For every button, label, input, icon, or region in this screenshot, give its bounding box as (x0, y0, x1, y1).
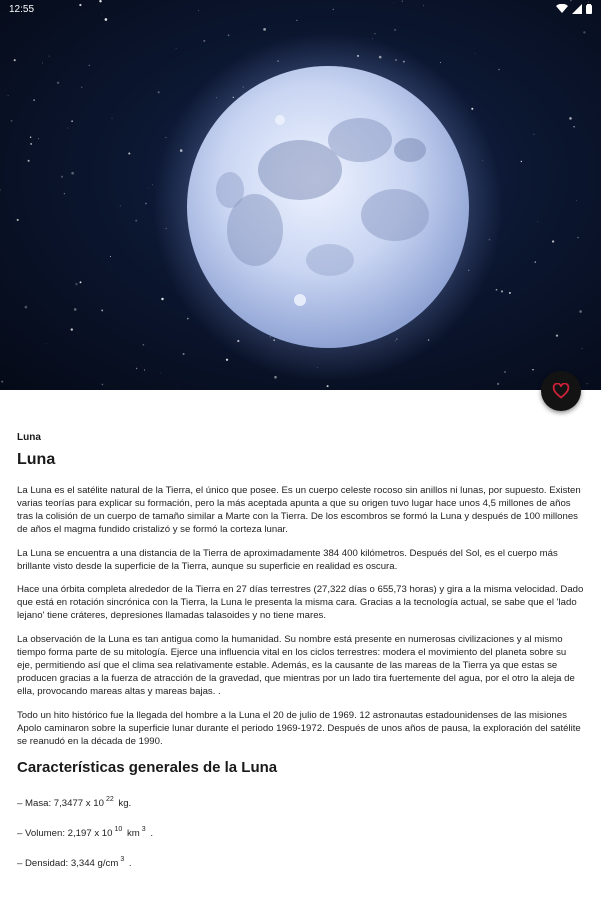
article-paragraph: La Luna es el satélite natural de la Tierra, el único que posee. Es un cuerpo celeste rocoso sin anillos ni lunas, por supuesto. Existen varias teorías para explicar su formación, pero la más aceptada apunta a que su origen tuvo lugar hace unos 4,5 millones de años tras la colisión de un cuerpo de tamaño similar a Marte con la Tierra. De los escombros se formó la Luna y después de 100 millones de años el magma fundido cristalizó y se formó la corteza lunar. (17, 485, 581, 535)
status-time: 12:55 (9, 3, 35, 15)
favorite-button[interactable] (541, 371, 581, 411)
moon-image (0, 0, 601, 390)
hero-image (0, 0, 601, 390)
signal-icon (572, 4, 582, 14)
article-paragraph: Hace una órbita completa alrededor de la Tierra en 27 días terrestres (27,322 días o 655,73 horas) y gira a la misma velocidad. Dado que está en rotación sincrónica con la Tierra, la Luna le presenta la misma cara. Gracias a la tecnología actual, se sabe que el 'lado lejano' tiene cráteres, depresiones llamadas talasoides y no tiene mares. (17, 584, 584, 622)
article (17, 432, 584, 884)
wifi-icon (556, 4, 568, 14)
toolbar-title: Luna (17, 432, 41, 443)
page-title: Luna (17, 451, 56, 468)
article-paragraph: Todo un hito histórico fue la llegada del hombre a la Luna el 20 de julio de 1969. 12 astronautas estadounidenses de las misiones Apolo caminaron sobre la superficie lunar durante el periodo 1969-1972. Después de unos años de pausa, la exploración del satélite se reanudó en la década de 1990. (17, 709, 581, 747)
spec-mass: – Masa: 7,3477 x 10 $^{22}$ kg. (17, 796, 132, 810)
article-paragraph: La Luna se encuentra a una distancia de la Tierra de aproximadamente 384 400 kilómetros. Después del Sol, es el cuerpo más brillante visto desde la superficie de la Tierra, aunque su superficie en realidad es oscura. (17, 547, 558, 572)
spec-volume: – Volumen: 2,197 x 10 $^{10}$ km $^3$ . (17, 826, 153, 840)
article-paragraph: La observación de la Luna es tan antigua como la humanidad. Su nombre está presente en numerosas civilizaciones y al mismo tiempo forma parte de su mitología. Ejerce una influencia vital en los ciclos terrestres: modera el movimiento del planeta sobre su eje, permitiendo así que el clima sea relativamente estable. Además, es la causante de las mareas de la Tierra ya que estas se producen gracias a la fuerza de atracción de la gravedad, que mientras por un lado tira fuertemente del agua, por el otro la aleja de ella, provocando mareas altas y mareas bajas. . (17, 634, 575, 697)
spec-density: – Densidad: 3,344 g/cm $^3$ . (17, 856, 132, 870)
status-bar (0, 0, 601, 18)
battery-icon (586, 4, 592, 14)
heart-outline-icon (552, 383, 570, 399)
section-title: Características generales de la Luna (17, 759, 278, 777)
